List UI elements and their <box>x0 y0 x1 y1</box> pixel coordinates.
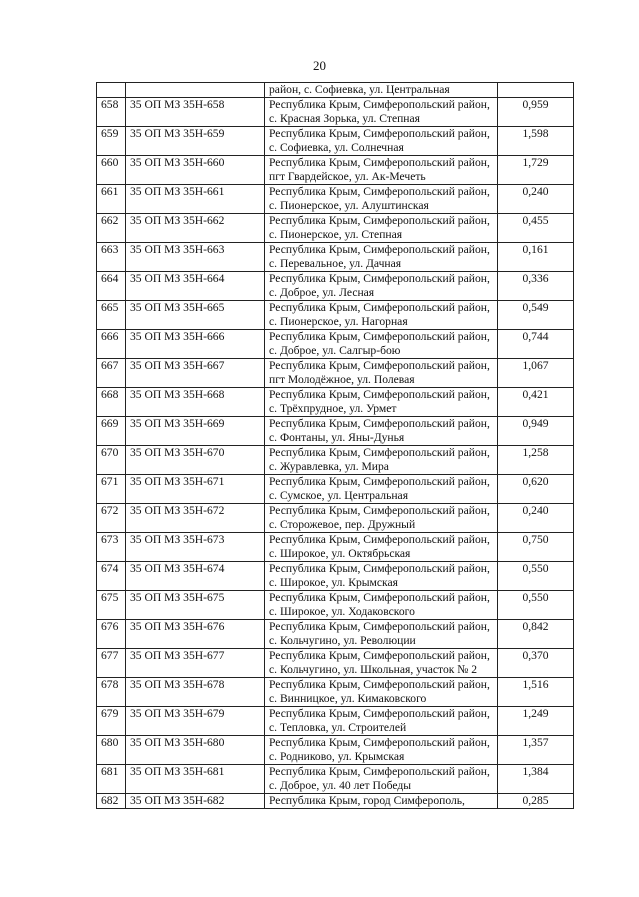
continuation-num-cell <box>97 83 126 98</box>
row-number: 680 <box>97 736 126 765</box>
row-number: 668 <box>97 388 126 417</box>
table-row <box>97 446 574 475</box>
road-length: 0,370 <box>498 649 574 678</box>
table-row <box>97 185 574 214</box>
road-code: 35 ОП МЗ 35Н-678 <box>126 678 265 707</box>
row-number: 682 <box>97 794 126 809</box>
road-length: 0,161 <box>498 243 574 272</box>
road-code: 35 ОП МЗ 35Н-665 <box>126 301 265 330</box>
road-length: 1,516 <box>498 678 574 707</box>
road-address: Республика Крым, Симферопольский район, с. Кольчугино, ул. Революции <box>265 620 498 649</box>
road-address: Республика Крым, город Симферополь, <box>265 794 498 809</box>
row-number: 663 <box>97 243 126 272</box>
page-number: 20 <box>313 58 326 73</box>
row-number: 677 <box>97 649 126 678</box>
road-address: Республика Крым, Симферопольский район, с. Широкое, ул. Ходаковского <box>265 591 498 620</box>
road-length: 1,384 <box>498 765 574 794</box>
row-number: 673 <box>97 533 126 562</box>
road-code: 35 ОП МЗ 35Н-660 <box>126 156 265 185</box>
road-address: Республика Крым, Симферопольский район, с. Винницкое, ул. Кимаковского <box>265 678 498 707</box>
road-length: 0,549 <box>498 301 574 330</box>
road-code: 35 ОП МЗ 35Н-682 <box>126 794 265 809</box>
road-code: 35 ОП МЗ 35Н-664 <box>126 272 265 301</box>
registry-body <box>97 83 574 809</box>
road-length: 0,336 <box>498 272 574 301</box>
road-code: 35 ОП МЗ 35Н-667 <box>126 359 265 388</box>
road-length: 0,455 <box>498 214 574 243</box>
road-code: 35 ОП МЗ 35Н-677 <box>126 649 265 678</box>
road-code: 35 ОП МЗ 35Н-668 <box>126 388 265 417</box>
row-number: 659 <box>97 127 126 156</box>
row-number: 670 <box>97 446 126 475</box>
row-number: 666 <box>97 330 126 359</box>
road-address: Республика Крым, Симферопольский район, с. Фонтаны, ул. Яны-Дунья <box>265 417 498 446</box>
table-row <box>97 156 574 185</box>
row-number: 667 <box>97 359 126 388</box>
road-code: 35 ОП МЗ 35Н-681 <box>126 765 265 794</box>
row-number: 679 <box>97 707 126 736</box>
road-registry-table <box>96 82 574 809</box>
row-number: 662 <box>97 214 126 243</box>
table-row <box>97 359 574 388</box>
table-row <box>97 417 574 446</box>
road-address: Республика Крым, Симферопольский район, с. Доброе, ул. 40 лет Победы <box>265 765 498 794</box>
table-row <box>97 649 574 678</box>
road-address: Республика Крым, Симферопольский район, с. Широкое, ул. Октябрьская <box>265 533 498 562</box>
table-row <box>97 794 574 809</box>
road-length: 0,421 <box>498 388 574 417</box>
table-row <box>97 475 574 504</box>
road-code: 35 ОП МЗ 35Н-671 <box>126 475 265 504</box>
road-address: Республика Крым, Симферопольский район, с. Родниково, ул. Крымская <box>265 736 498 765</box>
road-length: 0,750 <box>498 533 574 562</box>
row-number: 665 <box>97 301 126 330</box>
road-code: 35 ОП МЗ 35Н-658 <box>126 98 265 127</box>
table-row <box>97 243 574 272</box>
road-code: 35 ОП МЗ 35Н-675 <box>126 591 265 620</box>
continuation-code-cell <box>126 83 265 98</box>
table-row <box>97 301 574 330</box>
road-address: Республика Крым, Симферопольский район, пгт Молодёжное, ул. Полевая <box>265 359 498 388</box>
road-length: 1,598 <box>498 127 574 156</box>
road-code: 35 ОП МЗ 35Н-672 <box>126 504 265 533</box>
road-address: Республика Крым, Симферопольский район, с. Журавлевка, ул. Мира <box>265 446 498 475</box>
road-address: Республика Крым, Симферопольский район, с. Сторожевое, пер. Дружный <box>265 504 498 533</box>
road-code: 35 ОП МЗ 35Н-666 <box>126 330 265 359</box>
table-row <box>97 765 574 794</box>
road-length: 0,285 <box>498 794 574 809</box>
table-row <box>97 388 574 417</box>
continuation-length-cell <box>498 83 574 98</box>
row-number: 681 <box>97 765 126 794</box>
road-length: 0,550 <box>498 591 574 620</box>
row-number: 674 <box>97 562 126 591</box>
road-length: 0,949 <box>498 417 574 446</box>
road-code: 35 ОП МЗ 35Н-662 <box>126 214 265 243</box>
table-row <box>97 591 574 620</box>
road-length: 0,240 <box>498 185 574 214</box>
row-number: 669 <box>97 417 126 446</box>
road-code: 35 ОП МЗ 35Н-663 <box>126 243 265 272</box>
road-address: Республика Крым, Симферопольский район, с. Широкое, ул. Крымская <box>265 562 498 591</box>
road-length: 1,729 <box>498 156 574 185</box>
road-length: 1,357 <box>498 736 574 765</box>
road-code: 35 ОП МЗ 35Н-670 <box>126 446 265 475</box>
road-length: 1,067 <box>498 359 574 388</box>
road-code: 35 ОП МЗ 35Н-659 <box>126 127 265 156</box>
road-address: Республика Крым, Симферопольский район, с. Перевальное, ул. Дачная <box>265 243 498 272</box>
continuation-row <box>97 83 574 98</box>
road-length: 0,240 <box>498 504 574 533</box>
road-code: 35 ОП МЗ 35Н-679 <box>126 707 265 736</box>
road-address: Республика Крым, Симферопольский район, с. Красная Зорька, ул. Степная <box>265 98 498 127</box>
road-code: 35 ОП МЗ 35Н-674 <box>126 562 265 591</box>
row-number: 678 <box>97 678 126 707</box>
row-number: 671 <box>97 475 126 504</box>
table-row <box>97 562 574 591</box>
road-code: 35 ОП МЗ 35Н-676 <box>126 620 265 649</box>
road-address: Республика Крым, Симферопольский район, с. Тепловка, ул. Строителей <box>265 707 498 736</box>
road-code: 35 ОП МЗ 35Н-669 <box>126 417 265 446</box>
road-address: Республика Крым, Симферопольский район, с. Пионерское, ул. Степная <box>265 214 498 243</box>
row-number: 661 <box>97 185 126 214</box>
road-code: 35 ОП МЗ 35Н-661 <box>126 185 265 214</box>
table-row <box>97 272 574 301</box>
row-number: 675 <box>97 591 126 620</box>
road-length: 1,249 <box>498 707 574 736</box>
road-length: 0,959 <box>498 98 574 127</box>
table-row <box>97 330 574 359</box>
road-address: Республика Крым, Симферопольский район, с. Софиевка, ул. Солнечная <box>265 127 498 156</box>
table-row <box>97 504 574 533</box>
road-address: Республика Крым, Симферопольский район, с. Сумское, ул. Центральная <box>265 475 498 504</box>
table-row <box>97 533 574 562</box>
road-address: Республика Крым, Симферопольский район, с. Кольчугино, ул. Школьная, участок № 2 <box>265 649 498 678</box>
road-address: Республика Крым, Симферопольский район, с. Доброе, ул. Лесная <box>265 272 498 301</box>
table-row <box>97 127 574 156</box>
road-code: 35 ОП МЗ 35Н-673 <box>126 533 265 562</box>
road-code: 35 ОП МЗ 35Н-680 <box>126 736 265 765</box>
road-address: Республика Крым, Симферопольский район, с. Пионерское, ул. Алуштинская <box>265 185 498 214</box>
road-length: 0,842 <box>498 620 574 649</box>
row-number: 672 <box>97 504 126 533</box>
continuation-address: район, с. Софиевка, ул. Центральная <box>265 83 498 98</box>
road-address: Республика Крым, Симферопольский район, с. Доброе, ул. Салгыр-бою <box>265 330 498 359</box>
table-row <box>97 214 574 243</box>
road-length: 0,744 <box>498 330 574 359</box>
table-row <box>97 620 574 649</box>
road-address: Республика Крым, Симферопольский район, с. Пионерское, ул. Нагорная <box>265 301 498 330</box>
table-row <box>97 736 574 765</box>
table-row <box>97 98 574 127</box>
road-length: 0,550 <box>498 562 574 591</box>
road-length: 1,258 <box>498 446 574 475</box>
row-number: 658 <box>97 98 126 127</box>
row-number: 660 <box>97 156 126 185</box>
table-row <box>97 707 574 736</box>
road-address: Республика Крым, Симферопольский район, с. Трёхпрудное, ул. Урмет <box>265 388 498 417</box>
road-address: Республика Крым, Симферопольский район, пгт Гвардейское, ул. Ак-Мечеть <box>265 156 498 185</box>
table-row <box>97 678 574 707</box>
road-length: 0,620 <box>498 475 574 504</box>
row-number: 664 <box>97 272 126 301</box>
row-number: 676 <box>97 620 126 649</box>
